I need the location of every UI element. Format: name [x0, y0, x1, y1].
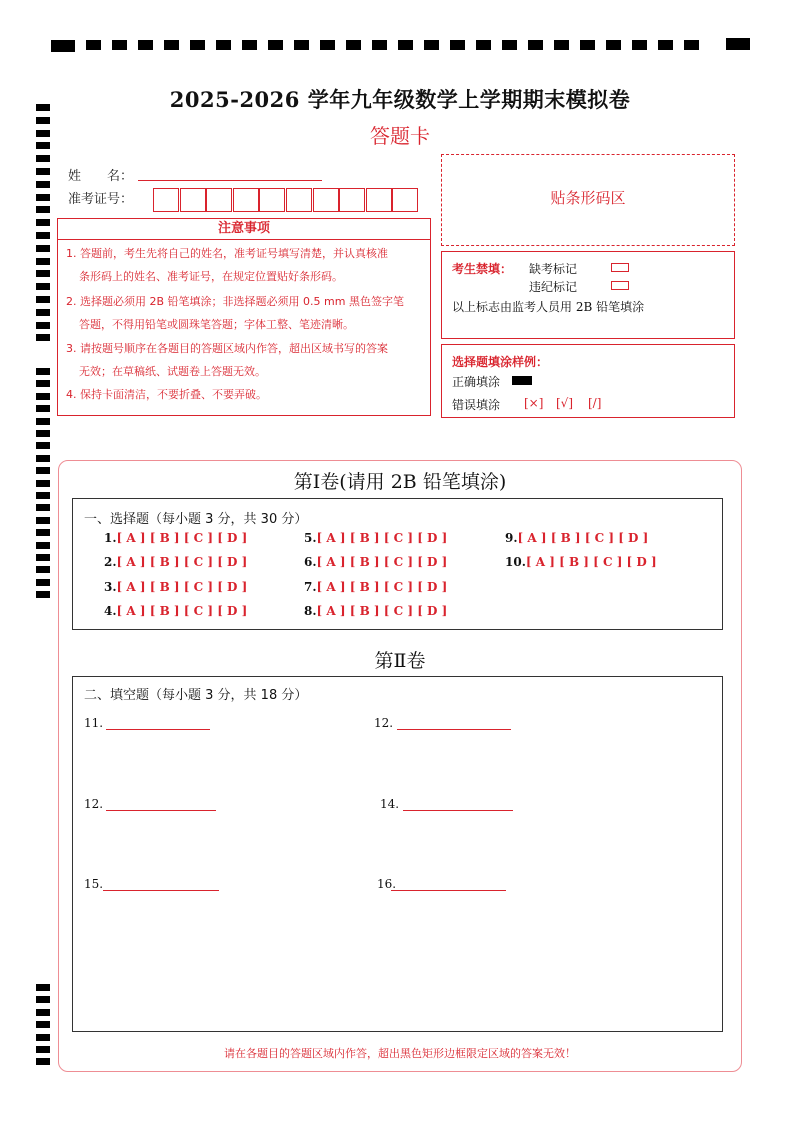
wrong-fill-sample: [×] — [524, 396, 544, 410]
choice-question[interactable] — [104, 580, 247, 594]
answer-options[interactable]: [ A ] [ B ] [ C ] [ D ] — [316, 604, 448, 618]
timing-mark — [36, 554, 50, 561]
absent-mark-box[interactable] — [611, 263, 629, 272]
choice-question[interactable] — [505, 531, 648, 545]
timing-mark — [36, 368, 50, 375]
timing-mark — [36, 334, 50, 341]
timing-mark — [36, 405, 50, 412]
answer-options[interactable]: [ A ] [ B ] [ C ] [ D ] — [116, 604, 248, 618]
timing-mark — [36, 245, 50, 252]
barcode-area-label: 贴条形码区 — [550, 189, 626, 207]
timing-mark — [36, 566, 50, 573]
timing-mark — [36, 504, 50, 511]
answer-options[interactable]: [ A ] [ B ] [ C ] [ D ] — [316, 531, 448, 545]
name-label: 姓 名： — [68, 169, 134, 184]
timing-mark — [36, 322, 50, 329]
exam-id-digit-box[interactable] — [339, 188, 365, 212]
part2-title: 第Ⅱ卷 — [374, 650, 426, 672]
question-number: 1. — [104, 531, 117, 545]
blank-number: 11. — [84, 716, 104, 730]
choice-question[interactable] — [304, 555, 447, 569]
answer-options[interactable]: [ A ] [ B ] [ C ] [ D ] — [116, 531, 248, 545]
timing-mark — [36, 393, 50, 400]
exam-id-digit-box[interactable] — [259, 188, 285, 212]
timing-mark — [36, 168, 50, 175]
choice-question[interactable] — [104, 555, 247, 569]
timing-mark — [36, 258, 50, 265]
timing-mark — [36, 517, 50, 524]
timing-mark — [36, 480, 50, 487]
blank-number: 12. — [374, 716, 394, 730]
exam-id-digit-box[interactable] — [233, 188, 259, 212]
answer-options[interactable]: [ A ] [ B ] [ C ] [ D ] — [116, 580, 248, 594]
timing-mark — [36, 430, 50, 437]
correct-fill-label: 正确填涂 — [452, 375, 501, 389]
question-number: 4. — [104, 604, 117, 618]
question-number: 2. — [104, 555, 117, 569]
wrong-fill-label: 错误填涂 — [452, 398, 501, 412]
blank-number: 15. — [84, 877, 104, 891]
barcode-area — [441, 154, 735, 246]
footer-warning: 请在各题目的答题区域内作答，超出黑色矩形边框限定区域的答案无效！ — [224, 1047, 576, 1060]
correct-fill-sample — [512, 376, 532, 385]
fill-example-title: 选择题填涂样例： — [452, 355, 549, 369]
notice-line: 3. 请按题号顺序在各题目的答题区域内作答，超出区域书写的答案 — [66, 342, 388, 355]
timing-mark — [36, 579, 50, 586]
choice-question[interactable] — [104, 604, 247, 618]
answer-card-subtitle: 答题卡 — [370, 124, 430, 148]
question-number: 6. — [304, 555, 317, 569]
blank-number: 14. — [380, 797, 400, 811]
blank-number: 16. — [377, 877, 397, 891]
timing-mark — [36, 219, 50, 226]
notice-line: 答题，不得用铅笔或圆珠笔答题；字体工整、笔迹清晰。 — [79, 318, 354, 331]
exam-id-digit-box[interactable] — [206, 188, 232, 212]
choice-section-head: 一、选择题（每小题 3 分，共 30 分） — [84, 512, 308, 527]
question-number: 8. — [304, 604, 317, 618]
choice-question[interactable] — [304, 604, 447, 618]
notice-line: 条形码上的姓名、准考证号，在规定位置贴好条形码。 — [79, 270, 343, 283]
question-number: 7. — [304, 580, 317, 594]
exam-id-digit-box[interactable] — [313, 188, 339, 212]
timing-mark — [36, 296, 50, 303]
timing-mark — [36, 455, 50, 462]
timing-mark — [36, 984, 50, 991]
answer-options[interactable]: [ A ] [ B ] [ C ] [ D ] — [517, 531, 649, 545]
timing-mark — [36, 542, 50, 549]
answer-blank[interactable] — [403, 810, 513, 811]
timing-mark — [36, 270, 50, 277]
timing-mark — [36, 309, 50, 316]
answer-options[interactable]: [ A ] [ B ] [ C ] [ D ] — [316, 555, 448, 569]
notice-line: 2. 选择题必须用 2B 铅笔填涂；非选择题必须用 0.5 mm 黑色签字笔 — [66, 295, 404, 308]
timing-mark — [36, 380, 50, 387]
prohibited-note: 以上标志由监考人员用 2B 铅笔填涂 — [452, 300, 645, 314]
answer-blank[interactable] — [103, 890, 219, 891]
notice-title: 注意事项 — [57, 218, 431, 240]
timing-mark — [36, 283, 50, 290]
timing-mark — [36, 591, 50, 598]
question-number: 5. — [304, 531, 317, 545]
absent-mark-label: 缺考标记 — [529, 262, 578, 276]
exam-id-digit-box[interactable] — [392, 188, 418, 212]
timing-mark — [36, 467, 50, 474]
fill-blank-section-head: 二、填空题（每小题 3 分，共 18 分） — [84, 688, 308, 703]
notice-line: 4. 保持卡面清洁，不要折叠、不要弄破。 — [66, 388, 267, 401]
answer-options[interactable]: [ A ] [ B ] [ C ] [ D ] — [316, 580, 448, 594]
timing-mark — [36, 1046, 50, 1053]
question-number: 10. — [505, 555, 526, 569]
notice-line: 1. 答题前，考生先将自己的姓名，准考证号填写清楚，并认真核准 — [66, 247, 388, 260]
part1-title: 第Ⅰ卷(请用 2B 铅笔填涂) — [293, 471, 507, 493]
answer-blank[interactable] — [106, 810, 216, 811]
exam-id-label: 准考证号： — [68, 192, 134, 207]
answer-options[interactable]: [ A ] [ B ] [ C ] [ D ] — [525, 555, 657, 569]
timing-mark — [36, 181, 50, 188]
violation-mark-box[interactable] — [611, 281, 629, 290]
choice-question[interactable] — [304, 580, 447, 594]
timing-mark — [36, 1021, 50, 1028]
timing-mark — [36, 1034, 50, 1041]
answer-options[interactable]: [ A ] [ B ] [ C ] [ D ] — [116, 555, 248, 569]
exam-id-digit-box[interactable] — [366, 188, 392, 212]
question-number: 3. — [104, 580, 117, 594]
choice-question[interactable] — [304, 531, 447, 545]
timing-mark — [36, 206, 50, 213]
exam-id-digit-box[interactable] — [286, 188, 312, 212]
exam-id-digit-box[interactable] — [153, 188, 179, 212]
answer-blank[interactable] — [106, 729, 210, 730]
exam-id-digit-box[interactable] — [180, 188, 206, 212]
timing-mark — [36, 442, 50, 449]
question-number: 9. — [505, 531, 518, 545]
prohibited-title: 考生禁填： — [452, 262, 513, 276]
timing-mark — [36, 418, 50, 425]
answer-blank[interactable] — [391, 890, 506, 891]
blank-number: 12. — [84, 797, 104, 811]
exam-title: 2025-2026 学年九年级数学上学期期末模拟卷 — [169, 87, 631, 112]
notice-line: 无效；在草稿纸、试题卷上答题无效。 — [79, 365, 266, 378]
timing-mark — [36, 996, 50, 1003]
choice-question[interactable] — [104, 531, 247, 545]
timing-mark — [36, 155, 50, 162]
name-field[interactable] — [138, 180, 322, 181]
timing-mark — [36, 1009, 50, 1016]
timing-mark — [36, 194, 50, 201]
timing-mark — [36, 492, 50, 499]
violation-mark-label: 违纪标记 — [529, 280, 578, 294]
timing-mark — [36, 1058, 50, 1065]
wrong-fill-sample: [√] — [556, 396, 574, 410]
wrong-fill-sample: [/] — [588, 396, 602, 410]
timing-mark — [36, 232, 50, 239]
answer-blank[interactable] — [397, 729, 511, 730]
choice-question[interactable] — [505, 555, 657, 569]
timing-mark — [36, 529, 50, 536]
